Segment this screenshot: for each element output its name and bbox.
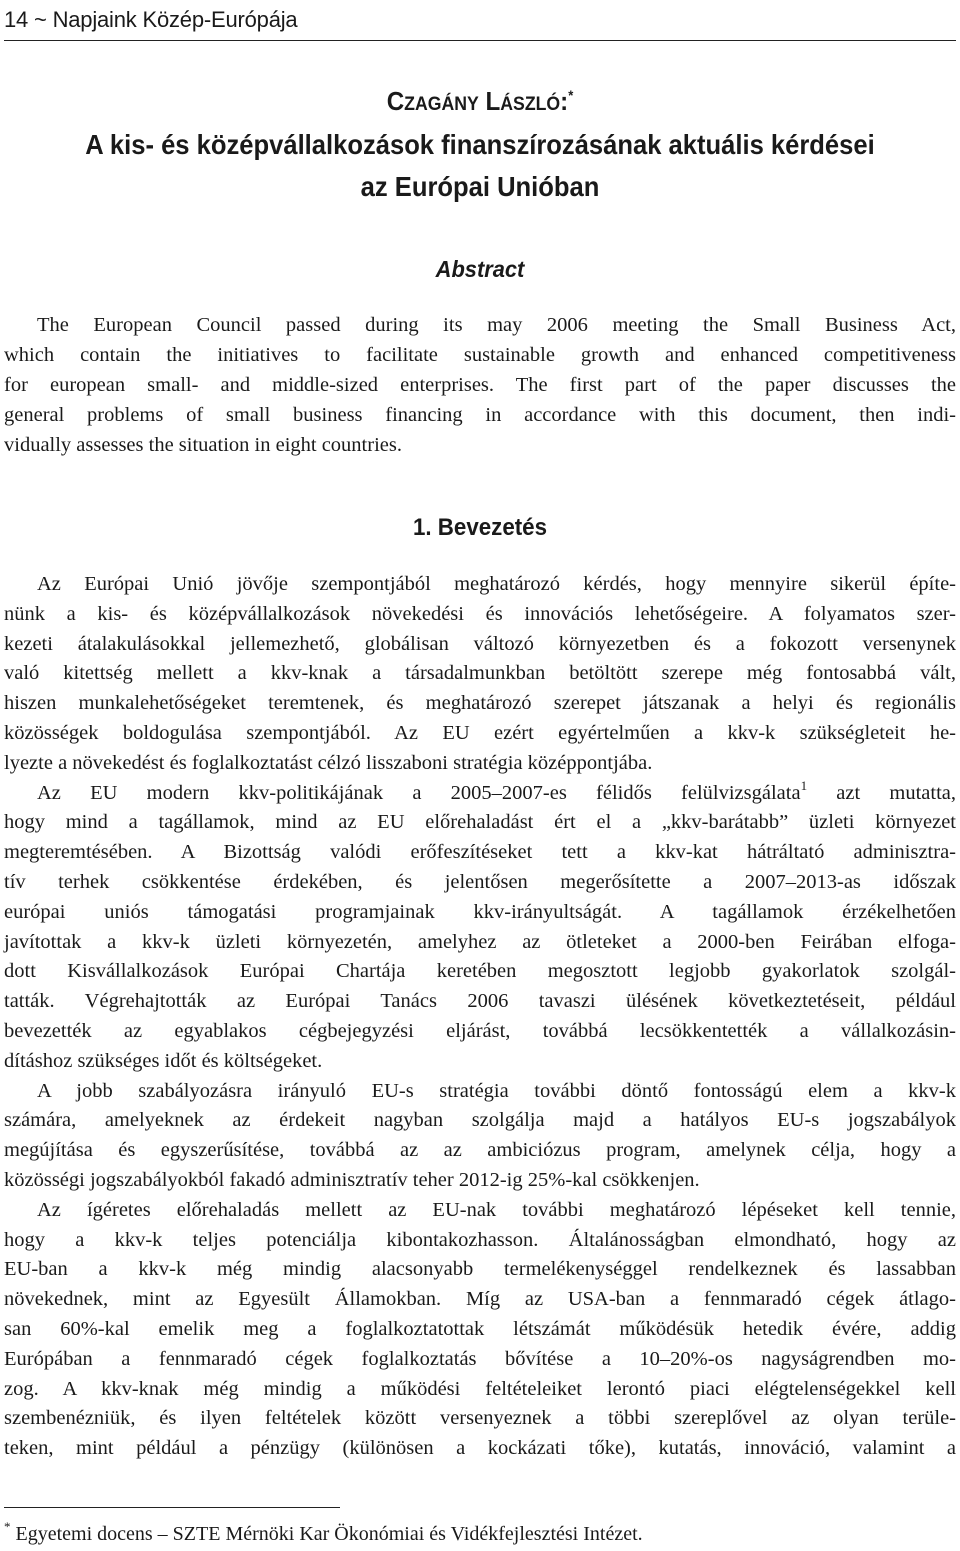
body-line: való kitettség mellett a kkv-knak a társadalmunkban betöltött szerepe még fontosabbá vált, bbox=[4, 662, 956, 685]
running-head-title: Napjaink Közép-Európája bbox=[52, 7, 298, 32]
body-line: lyezte a növekedést és foglalkoztatást célzó lisszaboni stratégia középpontjába. bbox=[4, 751, 653, 774]
body-line: hogy a kkv-k teljes potenciálja kibontakozhasson. Általánosságban elmondható, hogy az bbox=[4, 1228, 956, 1251]
title-block bbox=[0, 82, 960, 208]
body-line: európai uniós támogatási programjainak kkv-irányultságát. A tagállamok érzékelhetően bbox=[4, 900, 956, 923]
abstract-paragraph bbox=[4, 310, 956, 460]
body-line: megteremtésében. A Bizottság valódi erőfeszítéseket tett a kkv-kat hátráltató adminisztra- bbox=[4, 841, 956, 864]
body-line: Az Európai Unió jövője szempontjából meghatározó kérdés, hogy mennyire sikerül építe- bbox=[37, 573, 956, 595]
body-line: tatták. Végrehajtották az Európai Tanács 2006 tavaszi ülésének következtetéseit, például bbox=[4, 990, 956, 1013]
article-title-line-2: az Európai Unióban bbox=[360, 171, 600, 202]
author-rest-2: ÁSZLÓ bbox=[500, 94, 561, 115]
body-line: szembenézniük, és ilyen feltételek között versenyeznek a többi szereplővel az olyan terüle- bbox=[4, 1407, 956, 1430]
body-line-text-tail: azt mutatta, bbox=[836, 781, 956, 804]
section-body bbox=[4, 570, 956, 1464]
body-line: közösségek boldogulása szempontjából. Az EU ezért egyértelműen a kkv-k szükségleteit he- bbox=[4, 721, 956, 744]
author-rest-1: ZAGÁNY bbox=[404, 94, 479, 115]
body-line: dításhoz szükséges időt és költségeket. bbox=[4, 1049, 323, 1072]
body-line: Az ígéretes előrehaladás mellett az EU-nak további meghatározó lépéseket kell tennie, bbox=[37, 1198, 956, 1221]
footnote-rule bbox=[4, 1507, 340, 1508]
footnote-mark: * bbox=[4, 1519, 11, 1534]
abstract-line: vidually assesses the situation in eight countries. bbox=[4, 434, 402, 456]
running-head-separator: ~ bbox=[34, 7, 47, 32]
body-line: számára, amelyeknek az érdekeit nagyban szolgálja majd a hatályos EU-s jogszabályok bbox=[4, 1109, 956, 1132]
page-number: 14 bbox=[4, 7, 29, 32]
body-line: EU-ban a kkv-k még mindig alacsonyabb termelékenységgel rendelkeznek és lassabban bbox=[4, 1258, 956, 1281]
footnote-reference[interactable]: 1 bbox=[800, 777, 808, 793]
body-line: dott Kisvállalkozások Európai Chartája keretében megosztott legjobb gyakorlatok szolgál- bbox=[4, 960, 956, 983]
body-line: hogy mind a tagállamok, mind az EU előrehaladást ért el a „kkv-barátabb” üzleti környezet bbox=[4, 811, 956, 834]
body-line: zog. A kkv-knak még mindig a működési feltételeiket lerontó piaci elégtelenségekkel kell bbox=[4, 1377, 956, 1400]
abstract-line: The European Council passed during its may 2006 meeting the Small Business Act, bbox=[37, 314, 956, 336]
article-title-line-1: A kis- és középvállalkozások finanszírozásának aktuális kérdései bbox=[85, 129, 875, 160]
body-line-text: Az EU modern kkv-politikájának a 2005–2007-es félidős felülvizsgálata bbox=[37, 781, 801, 804]
body-line: teken, mint például a pénzügy (különösen a kockázati tőke), kutatás, innováció, valamint a bbox=[4, 1437, 956, 1460]
footnote bbox=[4, 1520, 643, 1548]
footnote-text: Egyetemi docens – SZTE Mérnöki Kar Ökonómiai és Vidékfejlesztési Intézet. bbox=[15, 1523, 643, 1545]
running-head bbox=[4, 0, 956, 41]
abstract-line: for european small- and middle-sized enterprises. The first part of the paper discusses the bbox=[4, 374, 956, 396]
body-line: A jobb szabályozásra irányuló EU-s stratégia további döntő fontosságú elem a kkv-k bbox=[37, 1079, 956, 1102]
author-line bbox=[34, 82, 927, 124]
author-initial-2: L bbox=[485, 86, 501, 116]
body-line: megújítása és egyszerűsítése, továbbá az az ambiciózus program, amelynek célja, hogy a bbox=[4, 1139, 956, 1162]
body-line: kezeti átalakulásokkal jellemezhető, globálisan változó környezetben és a fokozott versenynek bbox=[4, 632, 956, 655]
body-line: san 60%-kal emelik meg a foglalkoztatottak létszámát működésük hetedik évére, addig bbox=[4, 1317, 956, 1340]
body-line: javítottak a kkv-k üzleti környezetén, amelyhez az ötleteket a 2000-ben Feirában elfoga- bbox=[4, 930, 956, 953]
section-heading: 1. Bevezetés bbox=[412, 514, 548, 541]
body-line: közösségi jogszabályokból fakadó adminisztratív teher 2012-ig 25%-kal csökkenjen. bbox=[4, 1168, 700, 1191]
body-line: nünk a kis- és középvállalkozások növekedési és innovációs lehetőségeire. A folyamatos szer- bbox=[4, 602, 956, 625]
body-line: bevezették az egyablakos cégbejegyzési eljárást, továbbá lecsökkentették a vállalkozásin- bbox=[4, 1019, 956, 1042]
author-footnote-mark: * bbox=[568, 87, 574, 103]
abstract-heading: Abstract bbox=[435, 256, 525, 282]
body-line: Európában a fennmaradó cégek foglalkoztatás bővítése a 10–20%-os nagyságrendben mo- bbox=[4, 1347, 956, 1370]
abstract-line: which contain the initiatives to facilitate sustainable growth and enhanced competitiveness bbox=[4, 344, 956, 366]
body-line: tív terhek csökkentése érdekében, és jelentősen megerősítette a 2007–2013-as időszak bbox=[4, 870, 956, 893]
author-initial-1: C bbox=[386, 86, 405, 116]
body-line-with-footnote bbox=[4, 779, 956, 809]
body-line: hiszen munkalehetőségeket teremtenek, és meghatározó szerepet játszanak a helyi és regionális bbox=[4, 692, 956, 715]
abstract-line: general problems of small business financing in accordance with this document, then indi- bbox=[4, 404, 956, 426]
body-line: növekednek, mint az Egyesült Államokban. Míg az USA-ban a fennmaradó cégek átlago- bbox=[4, 1288, 956, 1311]
author-colon: : bbox=[560, 86, 569, 116]
